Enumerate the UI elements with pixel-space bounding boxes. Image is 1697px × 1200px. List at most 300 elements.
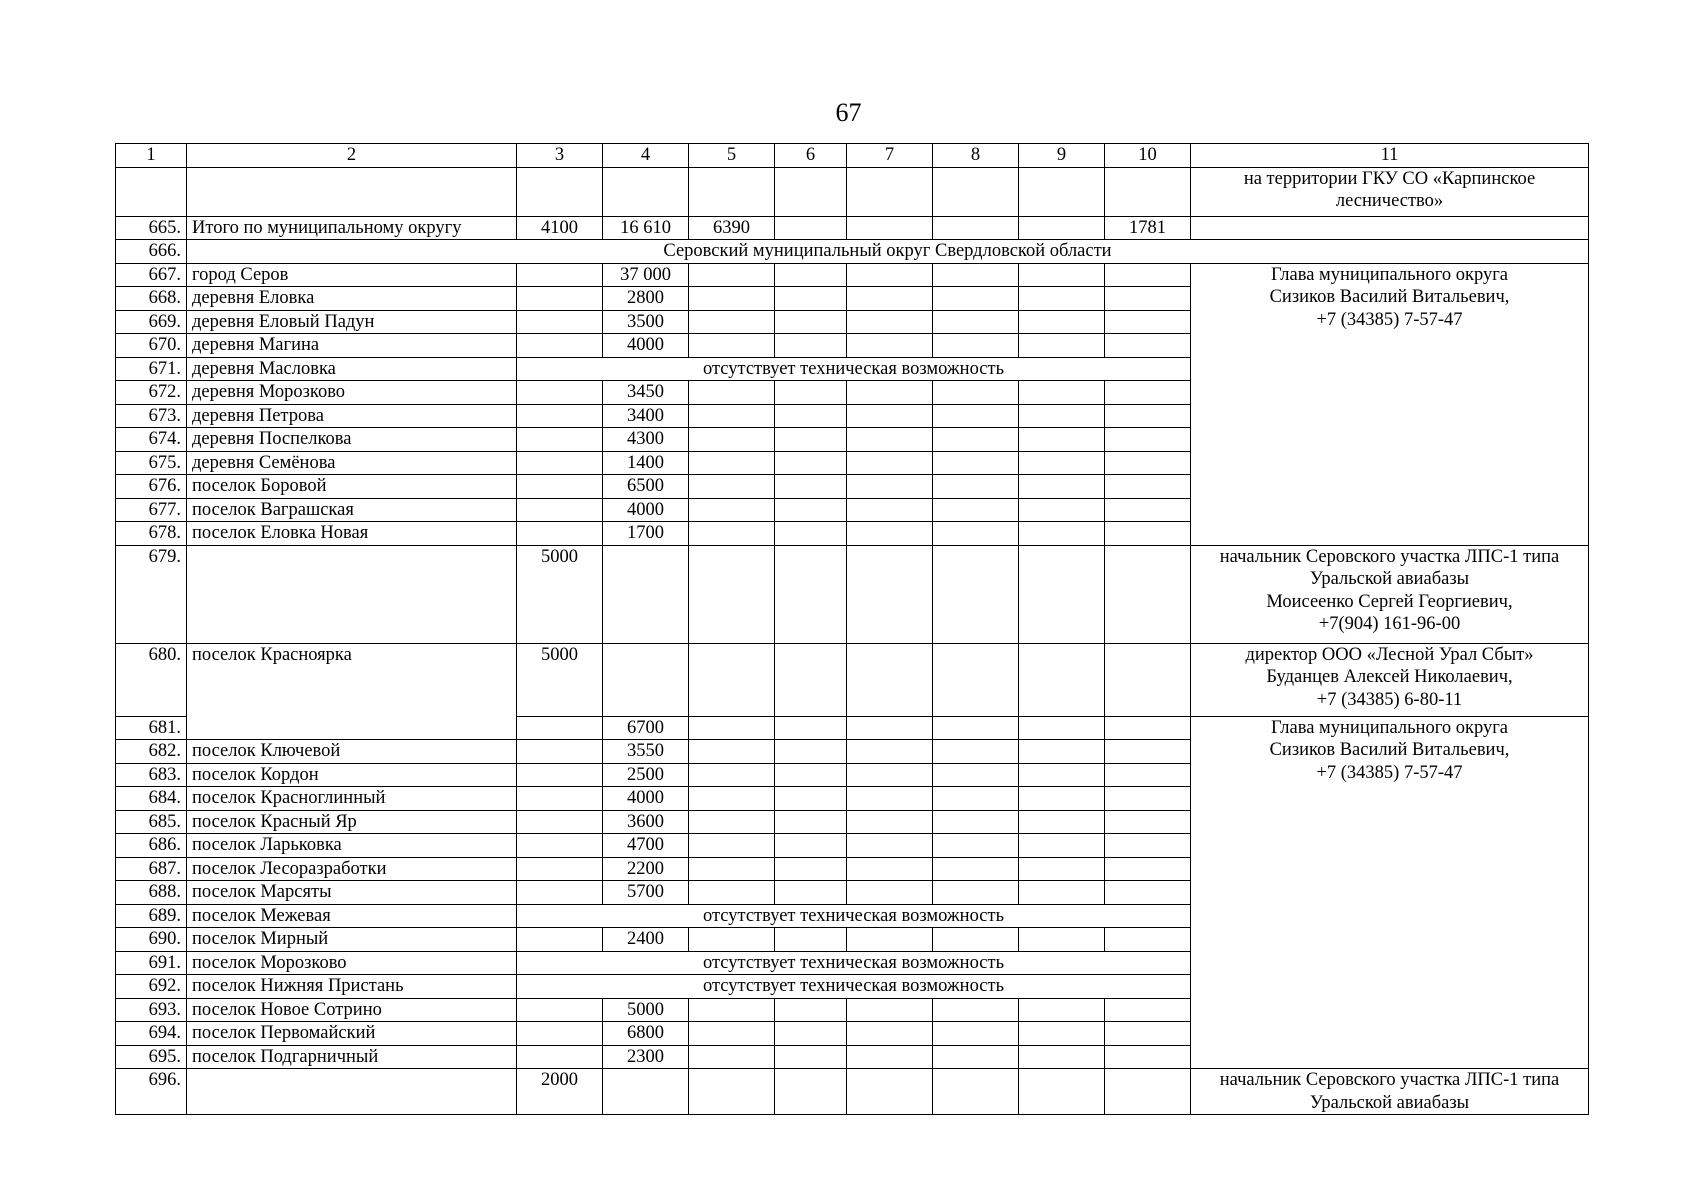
cell [689, 428, 775, 452]
cell [1105, 740, 1191, 764]
row-name: деревня Морозково [187, 381, 517, 405]
col4-value: 3600 [603, 810, 689, 834]
no-capability-note: отсутствует техническая возможность [517, 975, 1191, 999]
cell [1105, 475, 1191, 499]
col3-value [517, 763, 603, 787]
contact-line: на территории ГКУ СО «Карпинское [1243, 168, 1536, 189]
cell [689, 263, 775, 287]
cell [689, 451, 775, 475]
cell [933, 1069, 1019, 1115]
row-number: 682. [116, 740, 187, 764]
col4-value: 3400 [603, 404, 689, 428]
col4-value: 3450 [603, 381, 689, 405]
cell [933, 787, 1019, 811]
cell [689, 928, 775, 952]
cell [1019, 216, 1105, 240]
col10-value: 1781 [1105, 216, 1191, 240]
cell [847, 475, 933, 499]
cell [1191, 216, 1589, 240]
cell [847, 643, 933, 716]
cell [847, 522, 933, 546]
cell [1019, 475, 1105, 499]
contact-line: Уральской авиабазы [1309, 569, 1470, 589]
cell [847, 404, 933, 428]
row-number: 672. [116, 381, 187, 405]
col-header-2: 2 [187, 144, 517, 168]
row-number: 673. [116, 404, 187, 428]
col4-value: 2400 [603, 928, 689, 952]
row-number: 683. [116, 763, 187, 787]
contact-line: +7(904) 161-96-00 [1318, 614, 1461, 634]
contact-cell [1191, 716, 1589, 1069]
cell [847, 1069, 933, 1115]
row-name: поселок Ключевой [187, 740, 517, 764]
col-header-5: 5 [689, 144, 775, 168]
cell [775, 263, 847, 287]
cell [1105, 404, 1191, 428]
cell [1105, 810, 1191, 834]
cell [1105, 928, 1191, 952]
cell [1019, 451, 1105, 475]
cell [1019, 857, 1105, 881]
cell [689, 881, 775, 905]
col3-value [517, 998, 603, 1022]
cell [1019, 522, 1105, 546]
col3-value [517, 857, 603, 881]
row-number: 674. [116, 428, 187, 452]
cell [1105, 310, 1191, 334]
cell [1105, 881, 1191, 905]
cell [933, 522, 1019, 546]
cell [1019, 263, 1105, 287]
cell [775, 881, 847, 905]
row-name: деревня Еловый Падун [187, 310, 517, 334]
contact-cell [1191, 167, 1589, 216]
row-number: 688. [116, 881, 187, 905]
cell [1105, 428, 1191, 452]
row-name: поселок Красный Яр [187, 810, 517, 834]
contact-line: Буданцев Алексей Николаевич, [1266, 667, 1513, 687]
total-row [116, 216, 1589, 240]
cell [933, 167, 1019, 216]
col4-value: 2300 [603, 1045, 689, 1069]
cell [1019, 498, 1105, 522]
cell [1105, 522, 1191, 546]
table-row [116, 545, 1589, 643]
col3-value [517, 475, 603, 499]
cell [1019, 167, 1105, 216]
col3-value [517, 498, 603, 522]
cell [847, 287, 933, 311]
cell [775, 475, 847, 499]
cell [933, 310, 1019, 334]
cell [847, 428, 933, 452]
no-capability-note: отсутствует техническая возможность [517, 904, 1191, 928]
row-number: 679. [116, 545, 187, 643]
cell [933, 810, 1019, 834]
row-number: 675. [116, 451, 187, 475]
cell [1105, 545, 1191, 643]
cell [847, 998, 933, 1022]
col3-value [517, 263, 603, 287]
row-number: 671. [116, 357, 187, 381]
cell [933, 1022, 1019, 1046]
cell [775, 216, 847, 240]
cell [775, 404, 847, 428]
row-number: 685. [116, 810, 187, 834]
page-number: 67 [835, 98, 862, 127]
cell [1019, 1045, 1105, 1069]
cell [847, 167, 933, 216]
contact-line: +7 (34385) 7-57-47 [1316, 309, 1463, 330]
row-number: 666. [116, 240, 187, 264]
cell [847, 545, 933, 643]
row-number: 693. [116, 998, 187, 1022]
cell [689, 475, 775, 499]
row-name: поселок Новое Сотрино [187, 998, 517, 1022]
row-number: 690. [116, 928, 187, 952]
col4-value [603, 545, 689, 643]
cell [933, 404, 1019, 428]
col3-value [517, 1045, 603, 1069]
cell [775, 740, 847, 764]
cell [933, 451, 1019, 475]
cell [1019, 334, 1105, 358]
col4-value: 16 610 [603, 216, 689, 240]
cell [775, 428, 847, 452]
cell [775, 716, 847, 740]
cell [933, 763, 1019, 787]
cell [847, 1045, 933, 1069]
cell [847, 928, 933, 952]
cell [1019, 834, 1105, 858]
cell [689, 834, 775, 858]
col3-value [517, 287, 603, 311]
cell [847, 216, 933, 240]
cell [1105, 167, 1191, 216]
cell [933, 716, 1019, 740]
contact-line: +7 (34385) 7-57-47 [1316, 762, 1463, 783]
cell [775, 545, 847, 643]
col4-value: 3550 [603, 740, 689, 764]
col3-value [517, 310, 603, 334]
col3-value [517, 428, 603, 452]
row-number: 687. [116, 857, 187, 881]
cell [775, 498, 847, 522]
section-title: Серовский муниципальный округ Свердловской области [187, 240, 1589, 264]
col3-value [517, 381, 603, 405]
cell [1019, 643, 1105, 716]
cell [689, 1045, 775, 1069]
col-header-8: 8 [933, 144, 1019, 168]
cell [847, 451, 933, 475]
col4-value [603, 643, 689, 716]
cell [847, 787, 933, 811]
cell [847, 810, 933, 834]
col4-value: 5700 [603, 881, 689, 905]
table-row [116, 643, 1589, 716]
cell [1019, 1022, 1105, 1046]
cell [187, 167, 517, 216]
col-header-11: 11 [1191, 144, 1589, 168]
row-number: 684. [116, 787, 187, 811]
col3-value [517, 740, 603, 764]
col4-value: 4000 [603, 334, 689, 358]
col3-value: 2000 [517, 1069, 603, 1115]
row-name: поселок Ваграшская [187, 498, 517, 522]
row-number: 686. [116, 834, 187, 858]
row-name [187, 1069, 517, 1115]
row-number: 696. [116, 1069, 187, 1115]
cell [847, 881, 933, 905]
cell [689, 545, 775, 643]
row-number: 670. [116, 334, 187, 358]
row-name: поселок Лесоразработки [187, 857, 517, 881]
contact-line: Глава муниципального округа [1270, 264, 1509, 285]
cell [933, 498, 1019, 522]
cell [689, 287, 775, 311]
row-number: 677. [116, 498, 187, 522]
cell [1105, 498, 1191, 522]
row-name [187, 545, 517, 643]
contact-line: начальник Серовского участка ЛПС-1 типа [1219, 1070, 1560, 1090]
cell [933, 928, 1019, 952]
col3-value [517, 834, 603, 858]
cell [775, 1022, 847, 1046]
cell [689, 716, 775, 740]
col3-value [517, 928, 603, 952]
cell [933, 428, 1019, 452]
cell [933, 475, 1019, 499]
col-header-10: 10 [1105, 144, 1191, 168]
row-name: деревня Еловка [187, 287, 517, 311]
cell [775, 1069, 847, 1115]
row-name: город Серов [187, 263, 517, 287]
contact-line: Сизиков Василий Витальевич, [1269, 287, 1510, 307]
col-header-3: 3 [517, 144, 603, 168]
cell [689, 1069, 775, 1115]
cell [1019, 1069, 1105, 1115]
col-header-9: 9 [1019, 144, 1105, 168]
cell [1019, 287, 1105, 311]
cell [847, 834, 933, 858]
contact-line: Уральской авиабазы [1309, 1092, 1470, 1113]
cell [1019, 310, 1105, 334]
row-number: 695. [116, 1045, 187, 1069]
no-capability-note: отсутствует техническая возможность [517, 951, 1191, 975]
cell [1105, 1045, 1191, 1069]
col4-value: 1700 [603, 522, 689, 546]
cell [775, 1045, 847, 1069]
cell [689, 1022, 775, 1046]
cell [847, 763, 933, 787]
contact-line: начальник Серовского участка ЛПС-1 типа [1219, 546, 1560, 567]
cell [847, 1022, 933, 1046]
row-name: поселок Нижняя Пристань [187, 975, 517, 999]
contact-cell [1191, 1069, 1589, 1115]
col3-value: 5000 [517, 643, 603, 716]
cell [847, 740, 933, 764]
cell [847, 381, 933, 405]
cell [689, 381, 775, 405]
col4-value: 2500 [603, 763, 689, 787]
col-header-1: 1 [116, 144, 187, 168]
cell [847, 498, 933, 522]
row-number: 681. [116, 716, 187, 740]
col3-value [517, 716, 603, 740]
col4-value: 3500 [603, 310, 689, 334]
cell [1105, 1022, 1191, 1046]
contact-line: +7 (34385) 6-80-11 [1316, 689, 1463, 710]
cell [1019, 928, 1105, 952]
cell [1105, 381, 1191, 405]
row-name: поселок Ларьковка [187, 834, 517, 858]
col3-value [517, 522, 603, 546]
col3-value [517, 810, 603, 834]
col-header-7: 7 [847, 144, 933, 168]
row-number: 689. [116, 904, 187, 928]
col4-value: 2200 [603, 857, 689, 881]
cell [847, 857, 933, 881]
cell [689, 643, 775, 716]
row-name: деревня Магина [187, 334, 517, 358]
cell [775, 998, 847, 1022]
cell [775, 834, 847, 858]
col3-value [517, 1022, 603, 1046]
contact-cell [1191, 643, 1589, 716]
cell [775, 451, 847, 475]
col4-value: 6500 [603, 475, 689, 499]
row-name: поселок Марсяты [187, 881, 517, 905]
col5-value: 6390 [689, 216, 775, 240]
row-number: 692. [116, 975, 187, 999]
cell [689, 522, 775, 546]
cell [775, 310, 847, 334]
cell [775, 381, 847, 405]
col4-value: 6700 [603, 716, 689, 740]
cell [933, 857, 1019, 881]
cell [1019, 740, 1105, 764]
cell [1019, 998, 1105, 1022]
contact-line: лесничество» [1335, 191, 1444, 211]
row-number: 665. [116, 216, 187, 240]
cell [933, 834, 1019, 858]
cell [933, 263, 1019, 287]
column-number-row [116, 144, 1589, 168]
cell [933, 334, 1019, 358]
row-name: деревня Масловка [187, 357, 517, 381]
cell [689, 763, 775, 787]
settlements-table [115, 143, 1589, 1115]
cell [1105, 1069, 1191, 1115]
col3-value [517, 881, 603, 905]
cell [1019, 763, 1105, 787]
cell [933, 740, 1019, 764]
contact-line: Сизиков Василий Витальевич, [1269, 740, 1510, 760]
cell [775, 167, 847, 216]
col-header-4: 4 [603, 144, 689, 168]
cell [1105, 787, 1191, 811]
row-name: поселок Межевая [187, 904, 517, 928]
cell [775, 522, 847, 546]
cell [1105, 763, 1191, 787]
cell [933, 998, 1019, 1022]
cell [1105, 643, 1191, 716]
no-capability-note: отсутствует техническая возможность [517, 357, 1191, 381]
cell [1105, 451, 1191, 475]
row-name: деревня Семёнова [187, 451, 517, 475]
cell [775, 643, 847, 716]
cell [1105, 263, 1191, 287]
cell [689, 998, 775, 1022]
cell [1019, 787, 1105, 811]
contact-cell [1191, 545, 1589, 643]
row-name: поселок Боровой [187, 475, 517, 499]
row-name: Итого по муниципальному округу [187, 216, 517, 240]
cell [1105, 857, 1191, 881]
cell [933, 381, 1019, 405]
col4-value: 4000 [603, 498, 689, 522]
row-name: поселок Красноярка [187, 643, 517, 740]
cell [1019, 381, 1105, 405]
row-name: поселок Мирный [187, 928, 517, 952]
cell [775, 810, 847, 834]
row-number: 694. [116, 1022, 187, 1046]
cell [775, 763, 847, 787]
cell [775, 334, 847, 358]
row-name: деревня Поспелкова [187, 428, 517, 452]
cell [517, 167, 603, 216]
cell [775, 857, 847, 881]
cell [1105, 998, 1191, 1022]
row-number: 680. [116, 643, 187, 716]
cell [1019, 716, 1105, 740]
row-number: 676. [116, 475, 187, 499]
cell [689, 810, 775, 834]
row-name: поселок Еловка Новая [187, 522, 517, 546]
contact-line: Глава муниципального округа [1270, 717, 1509, 738]
cell [689, 857, 775, 881]
cell [933, 1045, 1019, 1069]
cell [689, 167, 775, 216]
col4-value: 4000 [603, 787, 689, 811]
cell [933, 216, 1019, 240]
col3-value [517, 451, 603, 475]
row-number: 678. [116, 522, 187, 546]
cell [603, 167, 689, 216]
row-name: поселок Подгарничный [187, 1045, 517, 1069]
col4-value: 1400 [603, 451, 689, 475]
section-row [116, 240, 1589, 264]
row-number: 669. [116, 310, 187, 334]
cell [689, 404, 775, 428]
cell [1019, 810, 1105, 834]
cell [1019, 545, 1105, 643]
col3-value: 5000 [517, 545, 603, 643]
cell [1019, 881, 1105, 905]
contact-line: Моисеенко Сергей Георгиевич, [1266, 591, 1513, 612]
cell [775, 787, 847, 811]
cell [933, 881, 1019, 905]
col3-value: 4100 [517, 216, 603, 240]
col4-value [603, 1069, 689, 1115]
row-number: 691. [116, 951, 187, 975]
cell [775, 287, 847, 311]
table-row [116, 263, 1589, 287]
row-number: 668. [116, 287, 187, 311]
cell [775, 928, 847, 952]
table-row-continuation [116, 167, 1589, 216]
